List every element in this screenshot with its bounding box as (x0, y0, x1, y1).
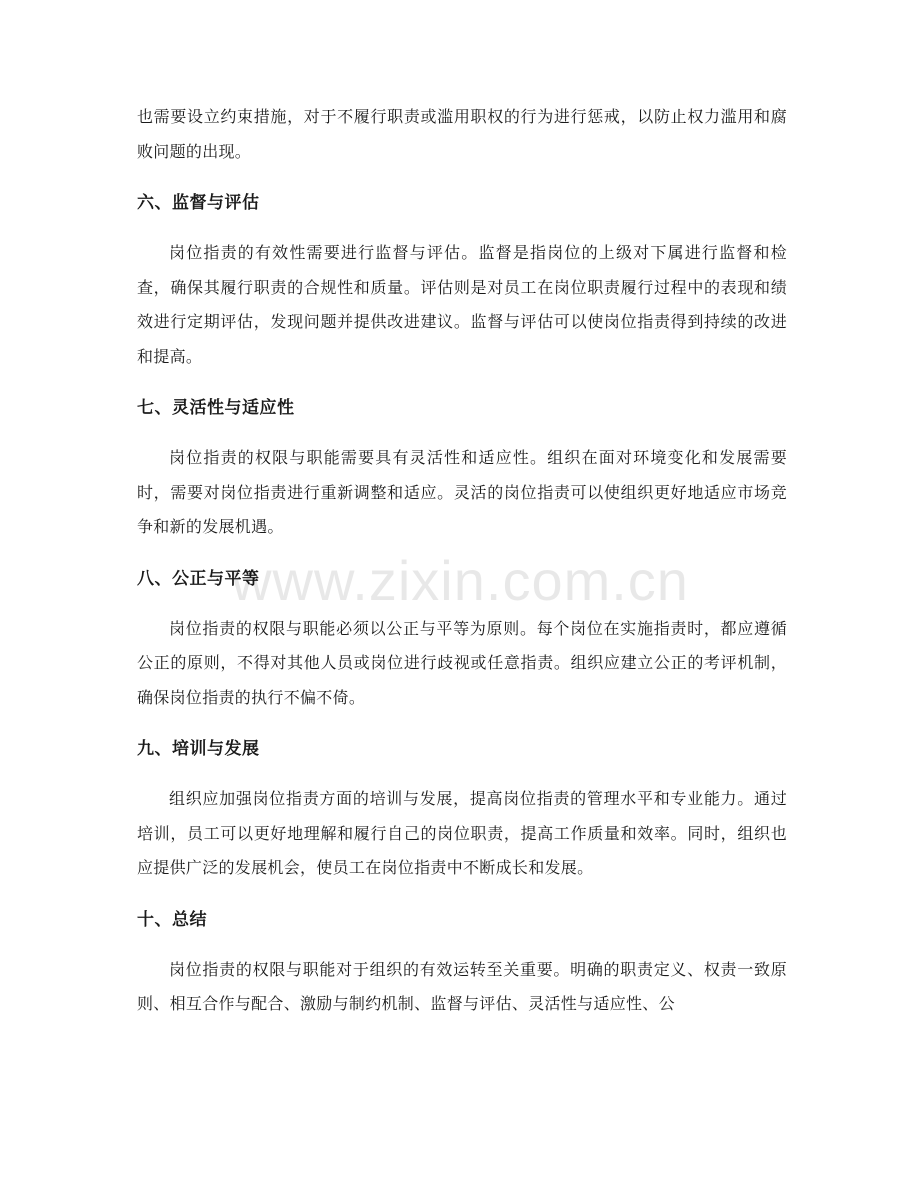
section-paragraph-6: 岗位指责的有效性需要进行监督与评估。监督是指岗位的上级对下属进行监督和检查，确保其履行职责的合规性和质量。评估则是对员工在岗位职责履行过程中的表现和绩效进行定期评估，发现问题并提供改进建议。监督与评估可以使岗位指责得到持续的改进和提高。 (137, 243, 787, 366)
section-heading-7: 七、灵活性与适应性 (137, 398, 295, 418)
watermark: www.zixin.com.cn (231, 549, 689, 612)
section-paragraph-7: 岗位指责的权限与职能需要具有灵活性和适应性。组织在面对环境变化和发展需要时，需要对岗位指责进行重新调整和适应。灵活的岗位指责可以使组织更好地适应市场竞争和新的发展机遇。 (137, 448, 787, 536)
section-paragraph-9: 组织应加强岗位指责方面的培训与发展，提高岗位指责的管理水平和专业能力。通过培训，员工可以更好地理解和履行自己的岗位职责，提高工作质量和效率。同时，组织也应提供广泛的发展机会，使员工在岗位指责中不断成长和发展。 (137, 789, 787, 877)
section-heading-8: 八、公正与平等 (137, 568, 260, 589)
document-body (137, 100, 787, 1022)
section-heading-6: 六、监督与评估 (137, 193, 260, 213)
intro-paragraph: 也需要设立约束措施，对于不履行职责或滥用职权的行为进行惩戒，以防止权力滥用和腐败问题的出现。 (137, 107, 787, 161)
section-heading-10: 十、总结 (137, 909, 207, 930)
section-paragraph-8: 岗位指责的权限与职能必须以公正与平等为原则。每个岗位在实施指责时，都应遵循公正的原则，不得对其他人员或岗位进行歧视或任意指责。组织应建立公正的考评机制，确保岗位指责的执行不偏不倚。 (137, 618, 787, 707)
section-paragraph-10: 岗位指责的权限与职能对于组织的有效运转至关重要。明确的职责定义、权责一致原则、相互合作与配合、激励与制约机制、监督与评估、灵活性与适应性、公 (137, 959, 787, 1013)
section-heading-9: 九、培训与发展 (137, 739, 260, 759)
